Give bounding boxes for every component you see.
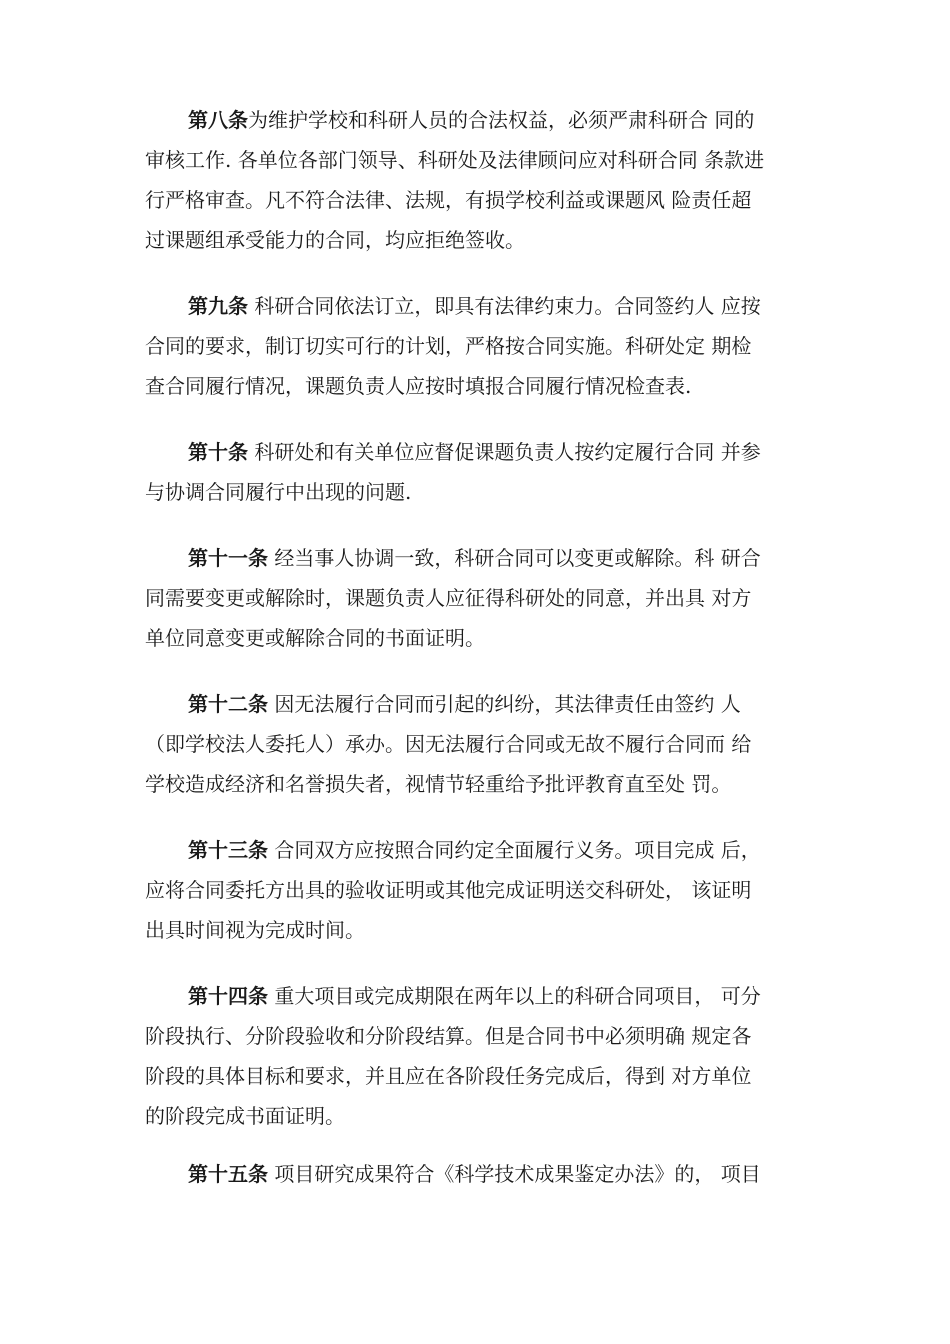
- paragraph-line: [145, 432, 810, 472]
- paragraph-line: 的阶段完成书面证明。: [145, 1104, 345, 1128]
- paragraph-line: [145, 538, 810, 578]
- paragraph-line: 阶段执行、分阶段验收和分阶段结算。但是合同书中必须明确 规定各: [145, 1024, 752, 1048]
- article-text: 重大项目或完成期限在两年以上的科研合同项目， 可分: [268, 984, 761, 1008]
- article-9: [145, 286, 810, 406]
- article-text: 科研合同依法订立，即具有法律约束力。合同签约人 应按: [248, 294, 761, 318]
- paragraph-line: 同需要变更或解除时，课题负责人应征得科研处的同意，并出具 对方: [145, 586, 752, 610]
- article-text: 合同双方应按照合同约定全面履行义务。项目完成 后，: [268, 838, 761, 862]
- paragraph-line: 与协调合同履行中出现的问题.: [145, 480, 412, 504]
- article-text: 经当事人协调一致，科研合同可以变更或解除。科 研合: [268, 546, 761, 570]
- paragraph-line: （即学校法人委托人）承办。因无法履行合同或无故不履行合同而 给: [145, 732, 752, 756]
- article-13: [145, 830, 810, 950]
- paragraph-line: 应将合同委托方出具的验收证明或其他完成证明送交科研处， 该证明: [145, 878, 752, 902]
- paragraph-line: [145, 286, 810, 326]
- paragraph-line: [145, 100, 810, 140]
- article-label: 第十三条: [188, 838, 268, 862]
- paragraph-line: [145, 976, 810, 1016]
- article-label: 第十二条: [188, 692, 268, 716]
- article-11: [145, 538, 810, 658]
- article-12: [145, 684, 810, 804]
- article-text: 科研处和有关单位应督促课题负责人按约定履行合同 并参: [248, 440, 761, 464]
- paragraph-line: 出具时间视为完成时间。: [145, 918, 365, 942]
- article-label: 第九条: [188, 294, 248, 318]
- paragraph-line: 过课题组承受能力的合同，均应拒绝签收。: [145, 228, 525, 252]
- paragraph-line: 单位同意变更或解除合同的书面证明。: [145, 626, 485, 650]
- article-label: 第十一条: [188, 546, 268, 570]
- article-text: 为维护学校和科研人员的合法权益，必须严肃科研合 同的: [248, 108, 755, 132]
- article-label: 第十条: [188, 440, 248, 464]
- document-page: [145, 100, 810, 1220]
- article-label: 第十四条: [188, 984, 268, 1008]
- paragraph-line: 查合同履行情况，课题负责人应按时填报合同履行情况检查表.: [145, 374, 692, 398]
- article-label: 第十五条: [188, 1162, 268, 1186]
- paragraph-line: [145, 684, 810, 724]
- article-10: [145, 432, 810, 512]
- article-8: [145, 100, 810, 260]
- paragraph-line: [145, 830, 810, 870]
- paragraph-line: 阶段的具体目标和要求，并且应在各阶段任务完成后，得到 对方单位: [145, 1064, 752, 1088]
- paragraph-line: 审核工作. 各单位各部门领导、科研处及法律顾问应对科研合同 条款进: [145, 148, 765, 172]
- article-label: 第八条: [188, 108, 248, 132]
- article-14: [145, 976, 810, 1136]
- paragraph-line: 合同的要求，制订切实可行的计划，严格按合同实施。科研处定 期检: [145, 334, 752, 358]
- article-text: 因无法履行合同而引起的纠纷，其法律责任由签约 人: [268, 692, 741, 716]
- paragraph-line: [145, 1154, 810, 1194]
- article-15: [145, 1154, 810, 1194]
- paragraph-line: 学校造成经济和名誉损失者，视情节轻重给予批评教育直至处 罚。: [145, 772, 732, 796]
- paragraph-line: 行严格审查。凡不符合法律、法规，有损学校利益或课题风 险责任超: [145, 188, 752, 212]
- article-text: 项目研究成果符合《科学技术成果鉴定办法》的， 项目: [268, 1162, 761, 1186]
